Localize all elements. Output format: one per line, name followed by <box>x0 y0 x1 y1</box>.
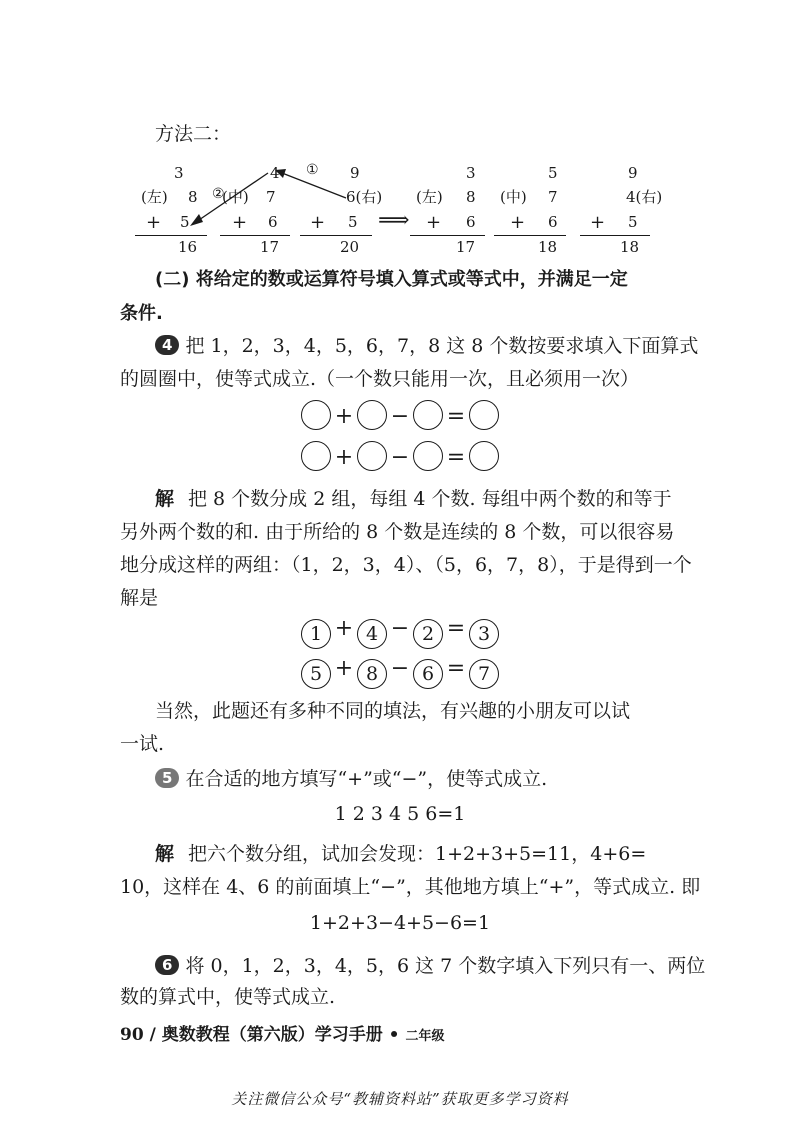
blank-circle <box>469 400 499 430</box>
footer-sep: / <box>149 1025 156 1045</box>
diagram <box>0 0 800 260</box>
result1-rule <box>410 235 485 236</box>
q4-note-line1: 当然，此题还有多种不同的填法，有兴趣的小朋友可以试 <box>155 700 631 722</box>
book-title: 奥数教程（第六版）学习手册 <box>161 1025 383 1045</box>
plus-sign: + <box>334 445 354 470</box>
q5-solution-label: 解 <box>155 843 175 865</box>
right-top: 9 <box>350 164 360 182</box>
result1-sum: 17 <box>456 238 476 256</box>
q5-sol-line1-wrap <box>155 845 646 864</box>
q6-text-line2: 数的算式中，使等式成立. <box>120 986 336 1008</box>
q4-sol-line1-wrap <box>155 490 672 509</box>
blank-circle <box>301 441 331 471</box>
equals-sign: = <box>446 404 466 429</box>
answer-circle: 2 <box>413 619 443 649</box>
q4-badge: 4 <box>155 335 179 355</box>
blank-circle <box>357 400 387 430</box>
result3-mid: 4(右) <box>626 188 663 206</box>
transform-arrow: ⟹ <box>378 208 410 233</box>
q5-sol-line2: 10，这样在 4、6 的前面填上“−”，其他地方填上“+”，等式成立. 即 <box>120 876 701 898</box>
left-plus: + <box>146 212 162 233</box>
q5-badge: 5 <box>155 768 179 788</box>
q4-answer-row-1 <box>0 618 800 649</box>
middle-bottom: 6 <box>268 213 278 231</box>
minus-sign: − <box>390 404 410 429</box>
q4-sol-line3: 地分成这样的两组：（1，2，3，4）、（5，6，7，8），于是得到一个 <box>120 554 692 576</box>
result3-sum: 18 <box>620 238 640 256</box>
q5-line1 <box>155 768 547 789</box>
q5-text: 在合适的地方填写“+”或“−”，使等式成立. <box>185 768 548 790</box>
step1-label: ① <box>306 162 319 178</box>
page-footer <box>120 1020 444 1045</box>
minus-sign: − <box>390 445 410 470</box>
result2-rule <box>494 235 566 236</box>
q4-sol-line1: 把 8 个数分成 2 组，每组 4 个数. 每组中两个数的和等于 <box>188 488 672 510</box>
right-bottom: 5 <box>348 213 358 231</box>
result1-plus: + <box>426 212 442 233</box>
q5-equation: 1 2 3 4 5 6=1 <box>334 803 466 825</box>
equals-sign: = <box>446 616 466 641</box>
q4-line1 <box>155 335 698 356</box>
q4-sol-line4: 解是 <box>120 587 159 609</box>
q4-text-line2: 的圆圈中，使等式成立.（一个数只能用一次，且必须用一次） <box>120 368 640 390</box>
middle-mid: 7 <box>266 188 276 206</box>
blank-circle <box>357 441 387 471</box>
middle-top: 4 <box>270 164 280 182</box>
left-sum: 16 <box>178 238 198 256</box>
answer-circle: 4 <box>357 619 387 649</box>
q6-text-line1: 将 0，1，2，3，4，5，6 这 7 个数字填入下列只有一、两位 <box>185 955 706 977</box>
left-rule <box>135 235 207 236</box>
right-rule <box>300 235 372 236</box>
left-label: (左) <box>141 188 168 206</box>
q4-note-line2: 一试. <box>120 733 165 755</box>
middle-label: (中) <box>222 188 249 206</box>
q6-line1 <box>155 955 705 976</box>
right-sum: 20 <box>340 238 360 256</box>
q4-sol-line2: 另外两个数的和. 由于所给的 8 个数是连续的 8 个数，可以很容易 <box>120 521 675 543</box>
result1-label: (左) <box>416 188 443 206</box>
answer-circle: 5 <box>301 659 331 689</box>
equals-sign: = <box>446 445 466 470</box>
section-title-line2: 条件. <box>120 303 163 324</box>
answer-circle: 3 <box>469 619 499 649</box>
blank-circle <box>413 441 443 471</box>
watermark-note: 关注微信公众号“教辅资料站”获取更多学习资料 <box>231 1090 569 1108</box>
q4-answer-row-2 <box>0 658 800 689</box>
method-title: 方法二： <box>155 123 232 145</box>
q4-blank-equation-2 <box>0 441 800 471</box>
left-mid: 8 <box>188 188 198 206</box>
blank-circle <box>301 400 331 430</box>
answer-circle: 1 <box>301 619 331 649</box>
result3-top: 9 <box>628 164 638 182</box>
blank-circle <box>469 441 499 471</box>
q5-sol-line1: 把六个数分组，试加会发现：1+2+3+5=11，4+6= <box>188 843 647 865</box>
middle-sum: 17 <box>260 238 280 256</box>
grade-label: 二年级 <box>405 1029 445 1044</box>
q4-text-line1: 把 1，2，3，4，5，6，7，8 这 8 个数按要求填入下面算式 <box>185 335 699 357</box>
result1-bottom: 6 <box>466 213 476 231</box>
equals-sign: = <box>446 656 466 681</box>
answer-circle: 7 <box>469 659 499 689</box>
section-title-line1: (二) 将给定的数或运算符号填入算式或等式中，并满足一定 <box>155 269 628 290</box>
result2-plus: + <box>510 212 526 233</box>
middle-plus: + <box>232 212 248 233</box>
q6-badge: 6 <box>155 955 179 975</box>
result2-label: (中) <box>500 188 527 206</box>
footer-dot: • <box>388 1025 400 1045</box>
result2-sum: 18 <box>538 238 558 256</box>
result3-plus: + <box>590 212 606 233</box>
right-mid: 6(右) <box>346 188 383 206</box>
result2-bottom: 6 <box>548 213 558 231</box>
answer-circle: 6 <box>413 659 443 689</box>
q5-answer: 1+2+3−4+5−6=1 <box>309 912 491 934</box>
result3-rule <box>580 235 650 236</box>
plus-sign: + <box>334 616 354 641</box>
plus-sign: + <box>334 656 354 681</box>
right-plus: + <box>310 212 326 233</box>
left-top: 3 <box>174 164 184 182</box>
left-bottom: 5 <box>180 213 190 231</box>
q4-blank-equation-1 <box>0 400 800 430</box>
result1-mid: 8 <box>466 188 476 206</box>
result2-mid: 7 <box>548 188 558 206</box>
blank-circle <box>413 400 443 430</box>
answer-circle: 8 <box>357 659 387 689</box>
step2-label: ② <box>212 186 225 202</box>
page-number: 90 <box>120 1025 144 1045</box>
result2-top: 5 <box>548 164 558 182</box>
plus-sign: + <box>334 404 354 429</box>
minus-sign: − <box>390 656 410 681</box>
arrow-step2-head <box>190 214 203 226</box>
result1-top: 3 <box>466 164 476 182</box>
middle-rule <box>220 235 290 236</box>
minus-sign: − <box>390 616 410 641</box>
result3-bottom: 5 <box>628 213 638 231</box>
q4-solution-label: 解 <box>155 488 175 510</box>
